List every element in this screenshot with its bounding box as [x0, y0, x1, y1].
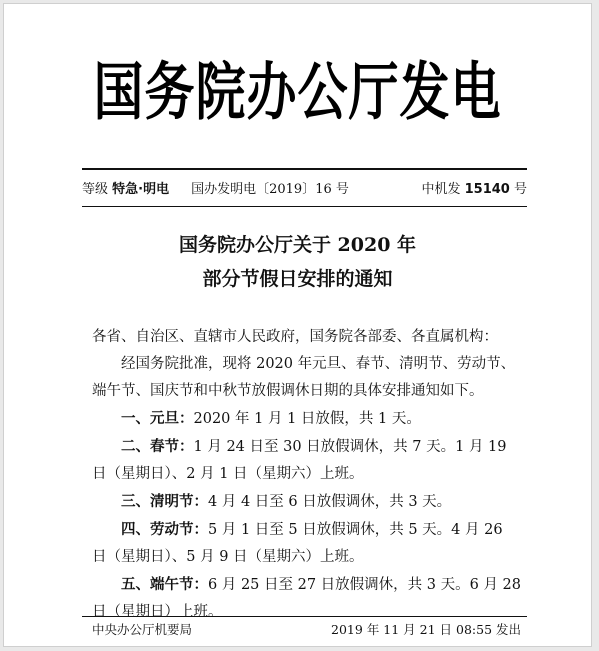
holiday-text: 2020 年 1 月 1 日放假，共 1 天。 — [193, 411, 421, 427]
holiday-item — [92, 488, 521, 516]
grade-label: 等级 — [82, 181, 109, 197]
holiday-item — [92, 571, 521, 626]
holiday-label: 四、劳动节： — [121, 521, 208, 538]
machine-suffix: 号 — [513, 181, 527, 197]
grade — [82, 178, 169, 197]
footer-rule — [82, 616, 527, 617]
title-line-2: 部分节假日安排的通知 — [202, 268, 393, 290]
holiday-label: 三、清明节： — [121, 493, 208, 510]
holiday-item — [92, 405, 521, 433]
holiday-label: 二、春节： — [121, 438, 194, 455]
holiday-label: 五、端午节： — [121, 576, 208, 593]
notice-body — [92, 324, 521, 626]
intro-paragraph: 经国务院批准，现将 2020 年元旦、春节、清明节、劳动节、端午节、国庆节和中秋节放假调休日期的具体安排通知如下。 — [92, 356, 516, 399]
footer — [92, 620, 521, 638]
holiday-label: 一、元旦： — [121, 410, 194, 427]
machine-prefix: 中机发 — [421, 181, 461, 197]
holiday-item — [92, 516, 521, 571]
meta-rule — [82, 206, 527, 207]
meta-line — [82, 176, 527, 198]
masthead-title: 国务院办公厅发电 — [93, 54, 502, 129]
holiday-text: 1 月 24 日至 30 日放假调休，共 7 天。1 月 19 日（星期日）、2 月 1 日（星期六）上班。 — [92, 439, 507, 482]
header-rule — [82, 168, 527, 170]
grade-value: 特急·明电 — [112, 181, 170, 197]
issuing-office: 中央办公厅机要局 — [92, 622, 193, 637]
notice-title — [4, 228, 591, 296]
salutation: 各省、自治区、直辖市人民政府，国务院各部委、各直属机构： — [92, 329, 498, 345]
holiday-item — [92, 433, 521, 488]
send-timestamp: 2019 年 11 月 21 日 08:55 发出 — [331, 622, 521, 637]
holiday-text: 5 月 1 日至 5 日放假调休，共 5 天。4 月 26 日（星期日）、5 月 9 日（星期六）上班。 — [92, 522, 503, 565]
title-line-1: 国务院办公厅关于 2020 年 — [178, 234, 417, 256]
holiday-text: 6 月 25 日至 27 日放假调休，共 3 天。6 月 28 日（星期日）上班。 — [92, 577, 522, 620]
machine-number-value: 15140 — [464, 181, 510, 197]
document-page — [3, 3, 592, 647]
document-number: 国办发明电〔2019〕16 号 — [191, 181, 349, 197]
holiday-text: 4 月 4 日至 6 日放假调休，共 3 天。 — [208, 494, 452, 510]
machine-number — [421, 178, 527, 197]
